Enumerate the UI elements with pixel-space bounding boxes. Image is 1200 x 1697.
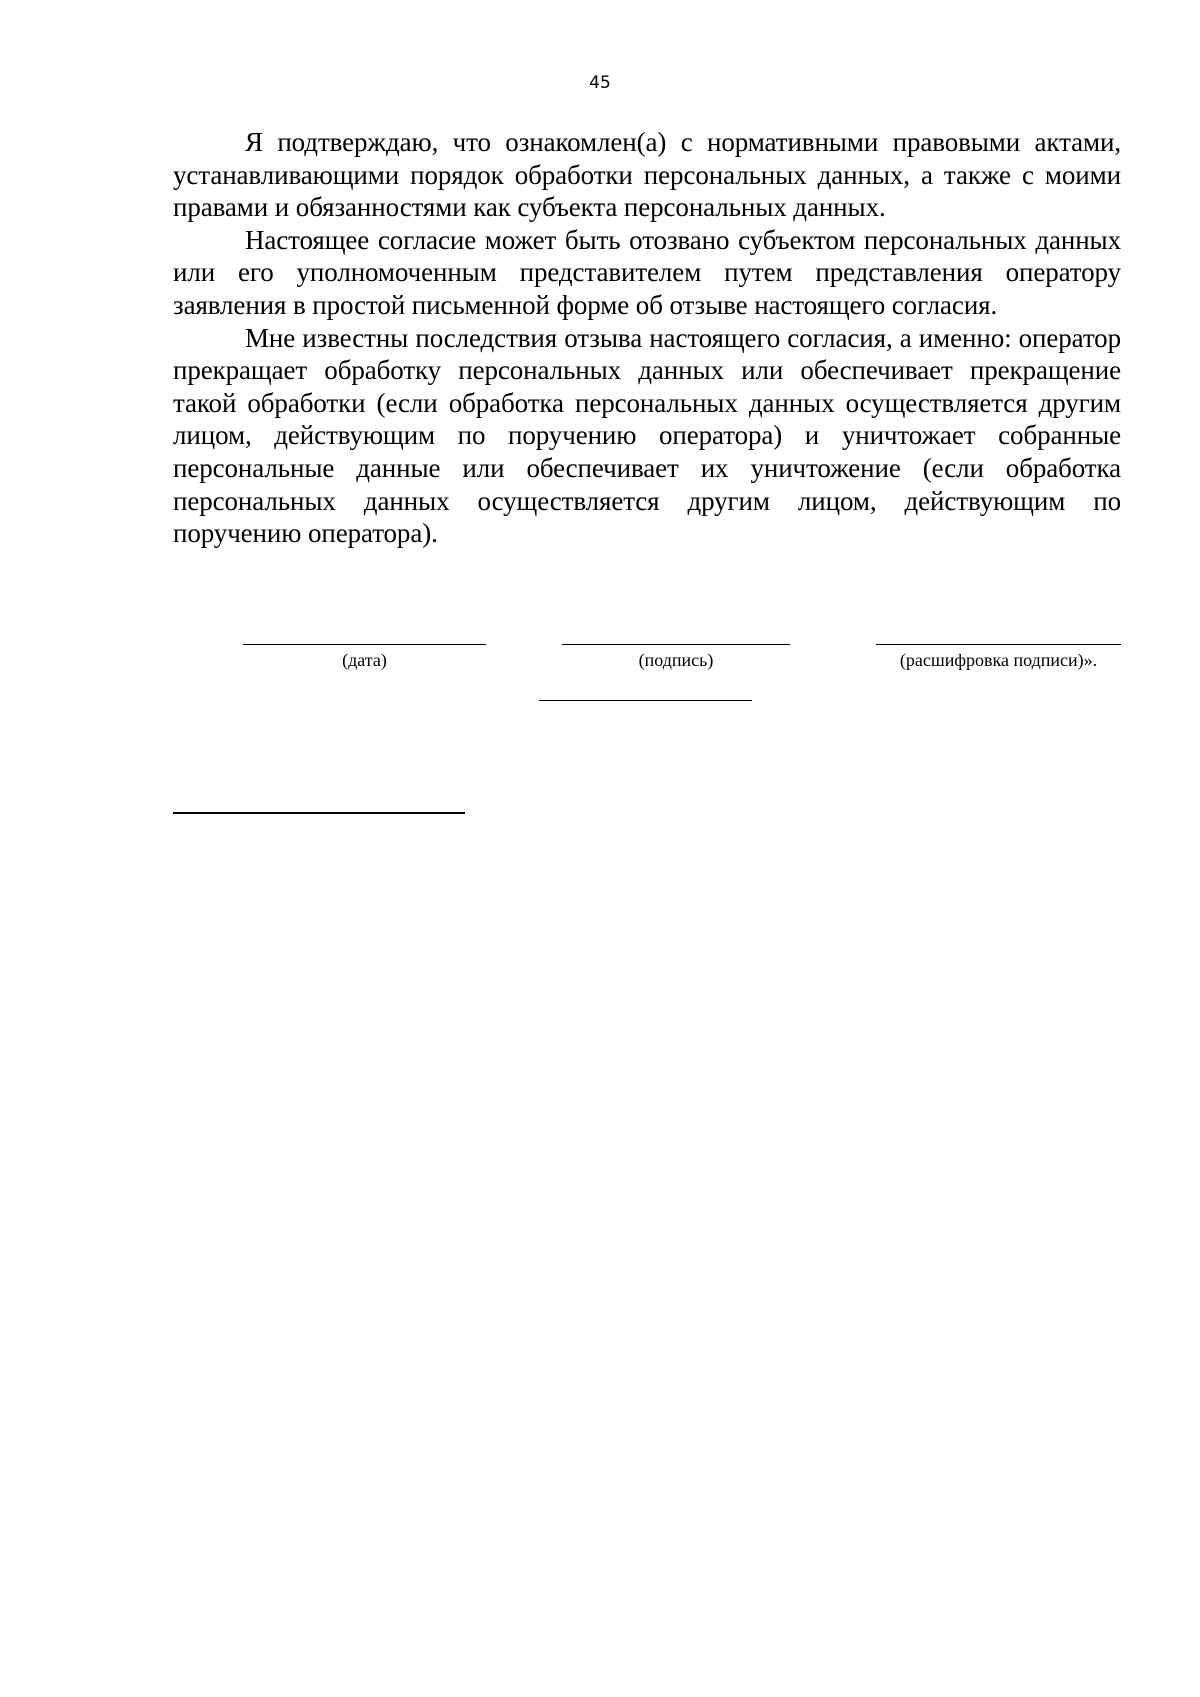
- footnote-separator: [173, 812, 465, 814]
- end-of-form-line: [539, 700, 752, 701]
- signature-decoding-line: [876, 644, 1121, 645]
- page-number: 45: [589, 73, 611, 93]
- paragraph-acknowledgement: Я подтверждаю, что ознакомлен(а) с нормативными правовыми актами, устанавливающими порядок обработки персональных данных, а также с моими правами и обязанностями как субъекта персональных данных.: [173, 127, 1121, 223]
- signature-field: [562, 644, 790, 671]
- date-caption: (дата): [342, 650, 387, 670]
- document-body: [173, 126, 1121, 550]
- date-field: [243, 644, 486, 671]
- paragraph-withdrawal: Настоящее согласие может быть отозвано субъектом персональных данных или его уполномоченным представителем путем представления оператору заявления в простой письменной форме об отзыве настоящего согласия.: [173, 224, 1121, 320]
- signature-decoding-caption: (расшифровка подписи)».: [899, 650, 1098, 670]
- date-line: [243, 644, 486, 645]
- paragraph-consequences: Мне известны последствия отзыва настоящего согласия, а именно: оператор прекращает обработку персональных данных или обеспечивает прекращение такой обработки (если обработка персональных данных осуществляется другим лицом, действующим по поручению оператора) и уничтожает собранные персональные данные или обеспечивает их уничтожение (если обработка персональных данных осуществляется другим лицом, действующим по поручению оператора).: [173, 322, 1121, 549]
- signature-caption: (подпись): [638, 650, 714, 670]
- signature-line: [562, 644, 790, 645]
- signature-decoding-field: [876, 644, 1121, 671]
